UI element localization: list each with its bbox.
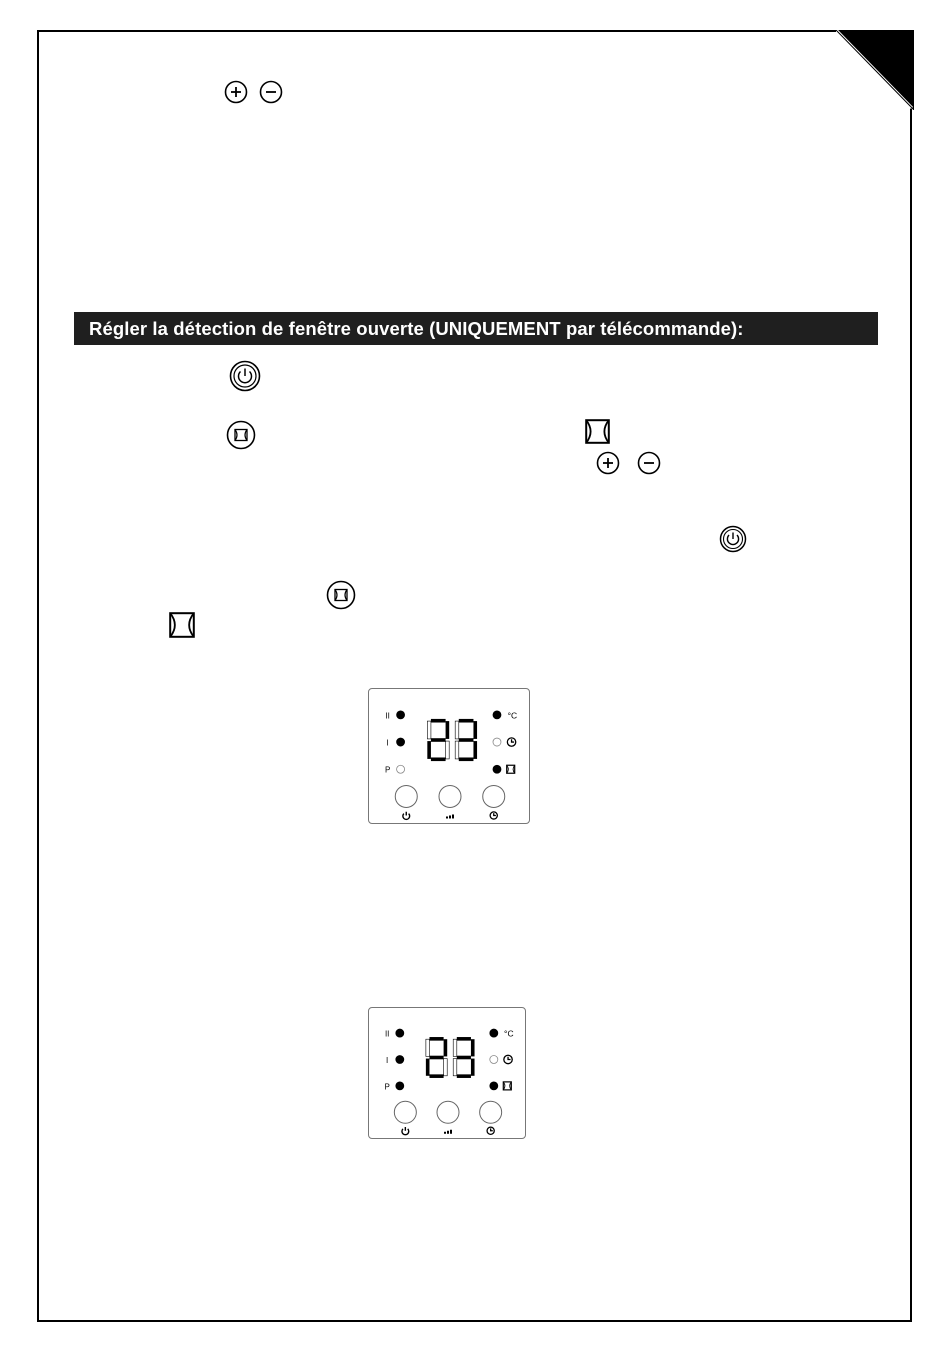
mode-label: I — [386, 1055, 389, 1065]
fan-bar — [446, 816, 448, 818]
section-heading: Régler la détection de fenêtre ouverte (UNIQUEMENT par télécommande): — [74, 312, 878, 345]
mode-label: I — [386, 738, 389, 748]
indicator-led-off — [397, 765, 405, 773]
control-panel-display-1 — [368, 688, 530, 824]
control-panel-display-2 — [368, 1007, 526, 1139]
digit-segment-unlit — [453, 1039, 457, 1056]
touch-button — [437, 1101, 459, 1123]
indicator-led-off — [490, 1055, 498, 1063]
digit-segment-lit — [473, 721, 477, 739]
celsius-icon: °C — [504, 1028, 514, 1039]
indicator-led-on — [397, 711, 405, 719]
fan-bar — [447, 1131, 449, 1134]
display-graphic — [369, 689, 531, 825]
digit-segment-lit — [426, 1059, 430, 1076]
digit-segment-lit — [471, 1039, 475, 1056]
power-icon — [719, 525, 747, 553]
digit-segment-unlit — [427, 721, 431, 739]
digit-segment-lit — [457, 1056, 471, 1060]
mode-label: P — [384, 765, 391, 775]
digit-segment-lit — [457, 1037, 471, 1041]
timer-hands — [508, 1057, 511, 1060]
temperature-digits — [426, 1037, 475, 1078]
digit-segment-lit — [446, 721, 450, 739]
digit-segment-lit — [457, 1074, 471, 1078]
minus-icon — [259, 80, 283, 104]
digit-segment-lit — [429, 1037, 443, 1041]
plus-icon — [224, 80, 248, 104]
timer-hands — [494, 813, 496, 815]
indicator-led-on — [396, 1029, 404, 1037]
window-symbol-icon — [169, 612, 195, 638]
indicator-led-on — [490, 1082, 498, 1090]
fan-bar — [449, 815, 451, 818]
digit-segment-lit — [429, 1074, 443, 1078]
fan-bar — [452, 814, 454, 818]
digit-segment-lit — [473, 741, 477, 759]
page-corner-mark — [836, 30, 914, 110]
digit-segment-unlit — [426, 1039, 430, 1056]
digit-segment-unlit — [446, 741, 450, 759]
fan-bars-icon — [444, 1130, 452, 1134]
timer-hands — [491, 1128, 493, 1130]
window-symbol-curves — [507, 765, 515, 773]
window-open-icon — [326, 580, 356, 610]
digit-segment-lit — [459, 719, 474, 723]
touch-button — [483, 785, 505, 807]
indicator-led-on — [396, 1055, 404, 1063]
fan-bar — [450, 1130, 452, 1134]
digit-segment-lit — [431, 757, 446, 761]
indicator-led-on — [493, 765, 501, 773]
digit-segment-unlit — [444, 1059, 448, 1076]
window-open-icon — [226, 420, 256, 450]
touch-button — [439, 785, 461, 807]
indicator-led-on — [396, 1082, 404, 1090]
digit-segment-lit — [471, 1059, 475, 1076]
minus-icon — [637, 451, 661, 475]
timer-hands — [512, 739, 515, 742]
window-symbol-icon — [585, 419, 610, 444]
indicator-led-off — [493, 738, 501, 746]
digit-segment-lit — [429, 1056, 443, 1060]
digit-segment-unlit — [455, 741, 459, 759]
temperature-digits — [427, 719, 477, 761]
touch-button — [480, 1101, 502, 1123]
digit-segment-lit — [459, 757, 474, 761]
fan-bar — [444, 1132, 446, 1134]
mode-label: II — [385, 711, 390, 721]
power-icon — [229, 360, 261, 392]
indicator-led-on — [490, 1029, 498, 1037]
window-symbol-curves — [503, 1082, 511, 1090]
digit-segment-lit — [431, 738, 446, 742]
indicator-led-on — [493, 711, 501, 719]
digit-segment-unlit — [455, 721, 459, 739]
digit-segment-lit — [459, 738, 474, 742]
digit-segment-lit — [444, 1039, 448, 1056]
touch-button — [395, 785, 417, 807]
mode-label: II — [384, 1029, 390, 1039]
digit-segment-lit — [431, 719, 446, 723]
fan-bars-icon — [446, 814, 454, 818]
digit-segment-lit — [427, 741, 431, 759]
touch-button — [394, 1101, 416, 1123]
indicator-led-on — [397, 738, 405, 746]
mode-label: P — [384, 1082, 390, 1092]
display-graphic — [369, 1008, 527, 1140]
digit-segment-unlit — [453, 1059, 457, 1076]
celsius-icon: °C — [507, 710, 518, 721]
plus-icon — [596, 451, 620, 475]
